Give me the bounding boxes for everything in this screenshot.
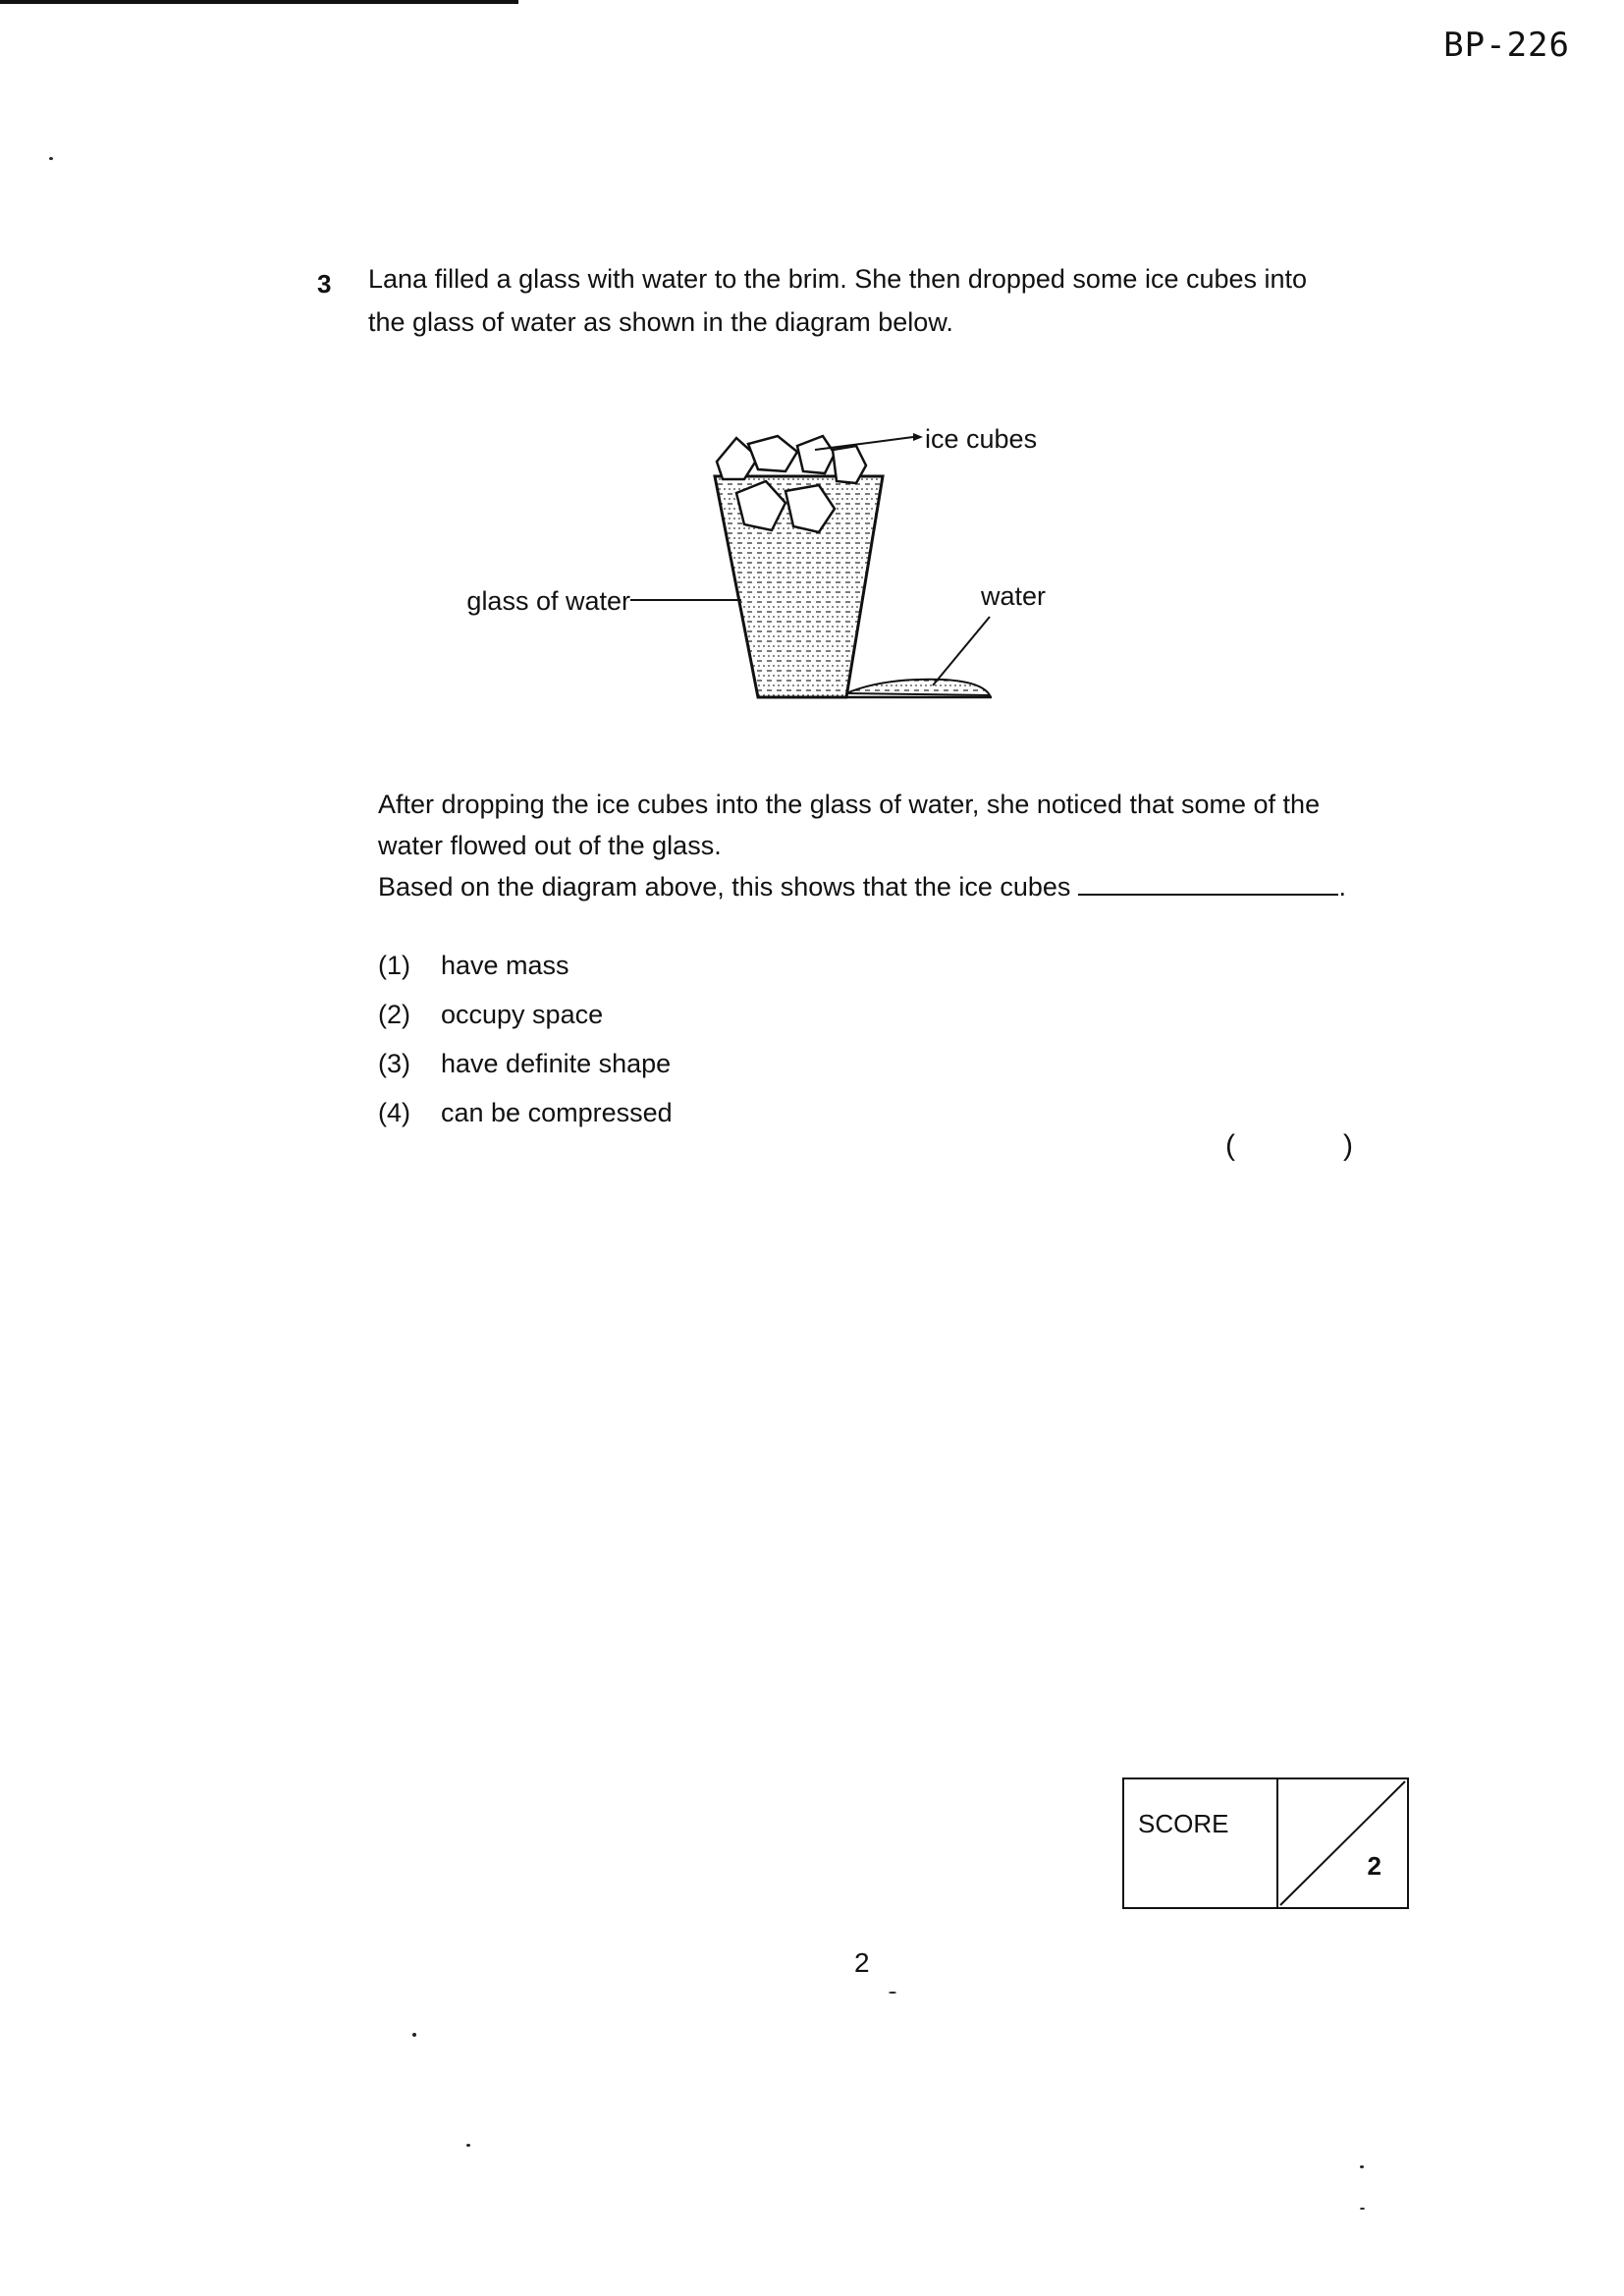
option-text: can be compressed bbox=[441, 1098, 673, 1127]
question-stem-line-1: Lana filled a glass with water to the brim. She then dropped some ice cubes into bbox=[368, 264, 1308, 294]
scan-speck bbox=[466, 2144, 470, 2147]
option-number: (2) bbox=[378, 1000, 410, 1029]
scan-speck bbox=[1360, 2208, 1365, 2210]
label-water: water bbox=[981, 581, 1047, 611]
glass-diagram bbox=[412, 403, 1119, 717]
score-value-cell[interactable] bbox=[1278, 1779, 1407, 1907]
option-number: (3) bbox=[378, 1049, 410, 1078]
scan-speck bbox=[49, 157, 53, 160]
observation-line-2: water flowed out of the glass. bbox=[378, 831, 722, 860]
observation-text bbox=[378, 784, 1399, 907]
answer-options bbox=[378, 941, 673, 1137]
option-text: have definite shape bbox=[441, 1049, 672, 1078]
prompt-text: Based on the diagram above, this shows that the ice cubes bbox=[378, 872, 1071, 902]
observation-line-1: After dropping the ice cubes into the glass of water, she noticed that some of the bbox=[378, 790, 1321, 819]
scan-speck bbox=[889, 1992, 896, 1994]
prompt-end: . bbox=[1338, 872, 1346, 902]
answer-bracket-open: ( bbox=[1225, 1129, 1235, 1162]
option-number: (4) bbox=[378, 1098, 410, 1127]
label-glass-of-water: glass of water bbox=[466, 586, 630, 616]
top-rule bbox=[0, 0, 518, 4]
answer-bracket[interactable] bbox=[1225, 1129, 1353, 1163]
score-label-cell bbox=[1124, 1779, 1278, 1907]
prompt-line bbox=[378, 866, 1399, 907]
option-2[interactable] bbox=[378, 990, 673, 1039]
score-max: 2 bbox=[1367, 1851, 1381, 1881]
question-stem-line-2: the glass of water as shown in the diagram below. bbox=[368, 307, 953, 337]
score-label: SCORE bbox=[1138, 1809, 1229, 1838]
option-text: have mass bbox=[441, 951, 569, 980]
label-ice-cubes: ice cubes bbox=[925, 424, 1038, 454]
question-stem bbox=[368, 257, 1409, 344]
option-number: (1) bbox=[378, 951, 410, 980]
option-4[interactable] bbox=[378, 1088, 673, 1137]
answer-bracket-close: ) bbox=[1343, 1129, 1353, 1162]
option-3[interactable] bbox=[378, 1039, 673, 1088]
document-code: BP-226 bbox=[1443, 26, 1570, 65]
option-text: occupy space bbox=[441, 1000, 604, 1029]
spilled-water-shape bbox=[846, 680, 990, 695]
scan-speck bbox=[1360, 2165, 1364, 2168]
score-diagonal bbox=[1278, 1779, 1407, 1907]
question-number: 3 bbox=[317, 269, 332, 299]
option-1[interactable] bbox=[378, 941, 673, 990]
scan-speck bbox=[412, 2033, 416, 2037]
score-box bbox=[1122, 1777, 1409, 1909]
page-number: 2 bbox=[854, 1947, 870, 1978]
answer-blank[interactable] bbox=[1078, 872, 1338, 896]
